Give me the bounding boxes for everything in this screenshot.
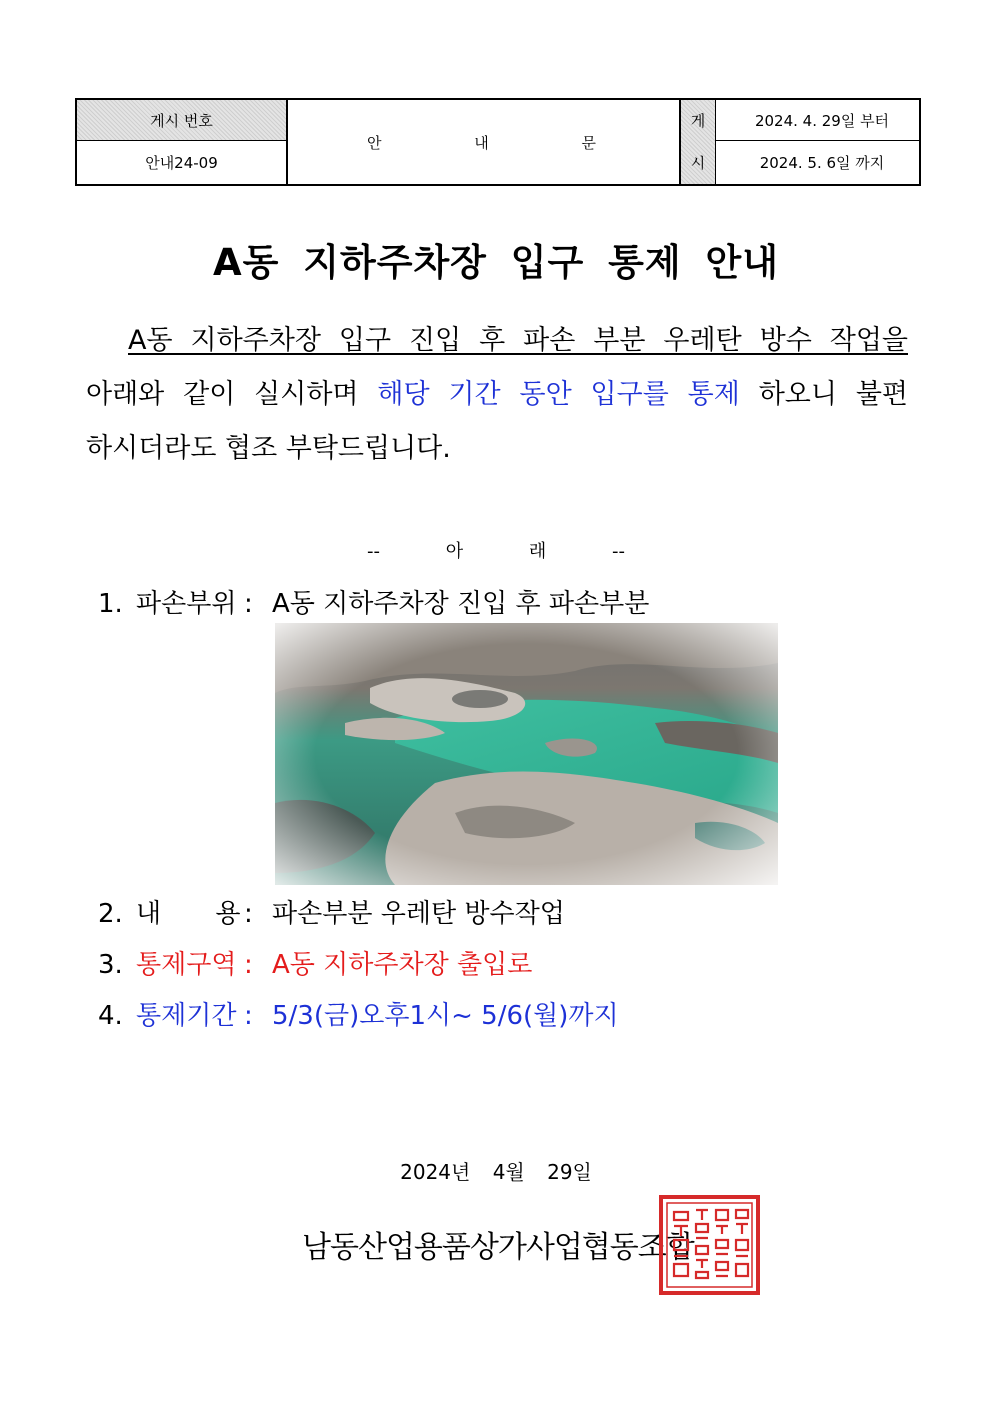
posting-date-to: 2024. 5. 6일 까지 [759, 154, 885, 172]
body-line-1 [86, 318, 908, 357]
item-key: 통제기간 [136, 1001, 237, 1031]
notice-title: A동 지하주차장 입구 통제 안내 [212, 241, 780, 284]
issue-date: 2024년 4월 29일 [400, 1160, 592, 1184]
item-restricted-period [98, 995, 619, 1032]
item-key: 파손부위 [136, 589, 237, 619]
item-value: 5/3(금)오후1시~ 5/6(월)까지 [272, 1001, 619, 1031]
item-colon: : [244, 950, 253, 980]
item-number: 1. [98, 589, 123, 619]
posting-label-bottom: 시 [690, 154, 706, 172]
item-number: 2. [98, 899, 123, 929]
body-line-3: 하시더라도 협조 부탁드립니다. [86, 433, 451, 464]
item-colon: : [244, 1001, 253, 1031]
organization-name: 남동산업용품상가사업협동조합 [302, 1230, 694, 1265]
item-colon: : [244, 899, 253, 929]
item-damage-location [98, 583, 649, 620]
item-number: 3. [98, 950, 123, 980]
item-value: 파손부분 우레탄 방수작업 [272, 899, 565, 929]
posting-date-from: 2024. 4. 29일 부터 [716, 100, 919, 141]
post-number: 안내24-09 [145, 154, 218, 172]
item-key: 내 용 [136, 899, 241, 929]
body-line-2 [86, 372, 908, 411]
item-key: 통제구역 [136, 950, 237, 980]
item-number: 4. [98, 1001, 123, 1031]
item-work-content [98, 893, 565, 930]
body-line-2-c: 하오니 불편 [739, 379, 909, 410]
item-value: A동 지하주차장 출입로 [272, 950, 533, 980]
item-colon: : [244, 589, 253, 619]
doc-title: 안 내 문 [366, 133, 640, 152]
body-line-2-a: 아래와 같이 실시하며 [86, 379, 378, 410]
official-seal-icon [658, 1194, 761, 1296]
body-line-2-highlight: 해당 기간 동안 입구를 통제 [377, 379, 740, 410]
posting-period-label [681, 100, 715, 184]
damage-photo-image [275, 623, 778, 885]
item-value: A동 지하주차장 진입 후 파손부분 [272, 589, 650, 619]
damage-photo [275, 623, 778, 885]
item-restricted-area [98, 944, 532, 981]
body-line-1-text: A동 지하주차장 입구 진입 후 파손 부분 우레탄 방수 작업을 [128, 325, 908, 356]
posting-label-top: 게 [690, 112, 706, 130]
below-label: -- 아 래 -- [367, 541, 625, 562]
notice-header-table [75, 98, 921, 186]
post-number-label: 게시 번호 [77, 100, 286, 141]
